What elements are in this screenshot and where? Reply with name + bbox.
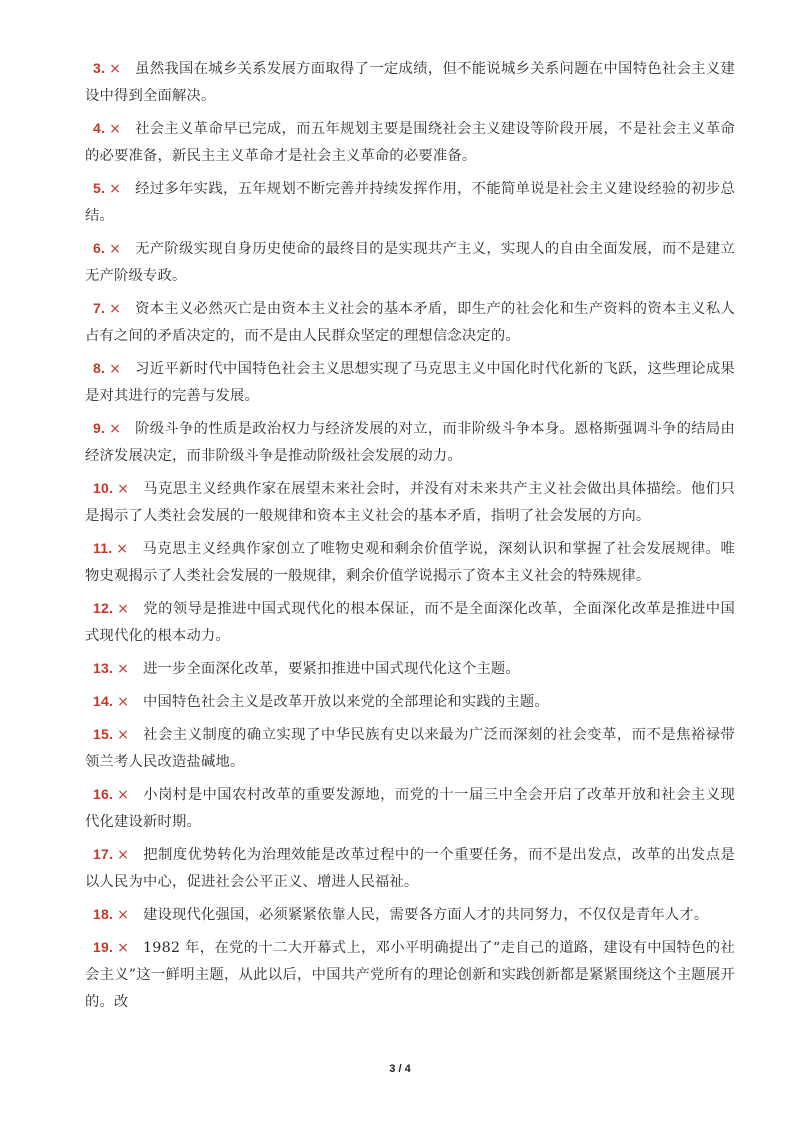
cross-mark-icon: × <box>117 940 129 956</box>
answer-item <box>85 475 735 530</box>
item-text: 社会主义革命早已完成，而五年规划主要是围绕社会主义建设等阶段开展，不是社会主义革命的必要准备，新民主主义革命才是社会主义革命的必要准备。 <box>85 121 735 164</box>
item-text: 1982 年，在党的十二大开幕式上，邓小平明确提出了“走自己的道路，建设有中国特色的社会主义”这一鲜明主题，从此以后，中国共产党所有的理论创新和实践创新都是紧紧围绕这个主题展开的。改 <box>85 940 735 1010</box>
answer-item <box>85 415 735 470</box>
item-text: 中国特色社会主义是改革开放以来党的全部理论和实践的主题。 <box>143 694 549 710</box>
cross-mark-icon: × <box>109 241 122 257</box>
item-number: 3. <box>93 60 106 76</box>
item-text: 资本主义必然灭亡是由资本主义社会的基本矛盾，即生产的社会化和生产资料的资本主义私人占有之间的矛盾决定的，而不是由人民群众坚定的理想信念决定的。 <box>85 301 735 344</box>
cross-mark-icon: × <box>117 727 129 743</box>
answer-item <box>85 721 735 776</box>
page-number: 3 / 4 <box>389 1063 411 1075</box>
item-text: 阶级斗争的性质是政治权力与经济发展的对立，而非阶级斗争本身。恩格斯强调斗争的结局由经济发展决定，而非阶级斗争是推动阶级社会发展的动力。 <box>85 421 735 464</box>
item-number: 17. <box>93 846 114 862</box>
item-text: 把制度优势转化为治理效能是改革过程中的一个重要任务，而不是出发点，改革的出发点是以人民为中心，促进社会公平正义、增进人民福祉。 <box>85 847 735 890</box>
item-number: 12. <box>93 600 114 616</box>
answer-item <box>85 781 735 836</box>
cross-mark-icon: × <box>109 421 122 437</box>
cross-mark-icon: × <box>116 541 129 557</box>
item-text: 无产阶级实现自身历史使命的最终目的是实现共产主义，实现人的自由全面发展，而不是建立无产阶级专政。 <box>85 241 735 284</box>
answer-item <box>85 235 735 290</box>
item-text: 进一步全面深化改革，要紧扣推进中国式现代化这个主题。 <box>143 661 520 677</box>
answer-item <box>85 115 735 170</box>
answer-item <box>85 655 735 683</box>
item-number: 9. <box>93 420 106 436</box>
item-number: 15. <box>93 726 114 742</box>
cross-mark-icon: × <box>117 601 129 617</box>
item-number: 5. <box>93 180 106 196</box>
answer-item <box>85 295 735 350</box>
item-text: 社会主义制度的确立实现了中华民族有史以来最为广泛而深刻的社会变革，而不是焦裕禄带领兰考人民改造盐碱地。 <box>85 727 735 770</box>
item-text: 党的领导是推进中国式现代化的根本保证，而不是全面深化改革，全面深化改革是推进中国式现代化的根本动力。 <box>85 601 735 644</box>
item-text: 经过多年实践，五年规划不断完善并持续发挥作用，不能简单说是社会主义建设经验的初步总结。 <box>85 181 735 224</box>
answer-item <box>85 175 735 230</box>
cross-mark-icon: × <box>109 61 122 77</box>
item-number: 4. <box>93 120 106 136</box>
item-number: 8. <box>93 360 106 376</box>
item-text: 虽然我国在城乡关系发展方面取得了一定成绩，但不能说城乡关系问题在中国特色社会主义建设中得到全面解决。 <box>85 61 735 104</box>
answer-item <box>85 355 735 410</box>
answer-item <box>85 535 735 590</box>
item-number: 10. <box>93 480 114 496</box>
answer-item <box>85 901 735 929</box>
item-number: 16. <box>93 786 114 802</box>
item-text: 马克思主义经典作家创立了唯物史观和剩余价值学说，深刻认识和掌握了社会发展规律。唯物史观揭示了人类社会发展的一般规律，剩余价值学说揭示了资本主义社会的特殊规律。 <box>85 541 735 584</box>
answer-item <box>85 55 735 110</box>
cross-mark-icon: × <box>117 661 129 677</box>
cross-mark-icon: × <box>117 481 129 497</box>
item-text: 小岗村是中国农村改革的重要发源地，而党的十一届三中全会开启了改革开放和社会主义现代化建设新时期。 <box>85 787 735 830</box>
item-number: 6. <box>93 240 106 256</box>
item-number: 14. <box>93 693 114 709</box>
item-number: 18. <box>93 906 114 922</box>
answer-list <box>85 55 735 1021</box>
cross-mark-icon: × <box>109 361 122 377</box>
item-number: 19. <box>93 939 114 955</box>
item-number: 13. <box>93 660 114 676</box>
item-text: 马克思主义经典作家在展望未来社会时，并没有对未来共产主义社会做出具体描绘。他们只是揭示了人类社会发展的一般规律和资本主义社会的基本矛盾，指明了社会发展的方向。 <box>85 481 735 524</box>
item-number: 7. <box>93 300 106 316</box>
cross-mark-icon: × <box>117 847 129 863</box>
answer-item <box>85 595 735 650</box>
cross-mark-icon: × <box>117 907 129 923</box>
answer-item <box>85 688 735 716</box>
cross-mark-icon: × <box>109 121 122 137</box>
cross-mark-icon: × <box>117 694 129 710</box>
item-text: 习近平新时代中国特色社会主义思想实现了马克思主义中国化时代化新的飞跃，这些理论成果是对其进行的完善与发展。 <box>85 361 735 404</box>
answer-item <box>85 934 735 1016</box>
answer-item <box>85 841 735 896</box>
item-text: 建设现代化强国，必须紧紧依靠人民，需要各方面人才的共同努力，不仅仅是青年人才。 <box>143 907 709 923</box>
item-number: 11. <box>93 540 113 556</box>
cross-mark-icon: × <box>109 301 122 317</box>
cross-mark-icon: × <box>117 787 129 803</box>
cross-mark-icon: × <box>109 181 122 197</box>
